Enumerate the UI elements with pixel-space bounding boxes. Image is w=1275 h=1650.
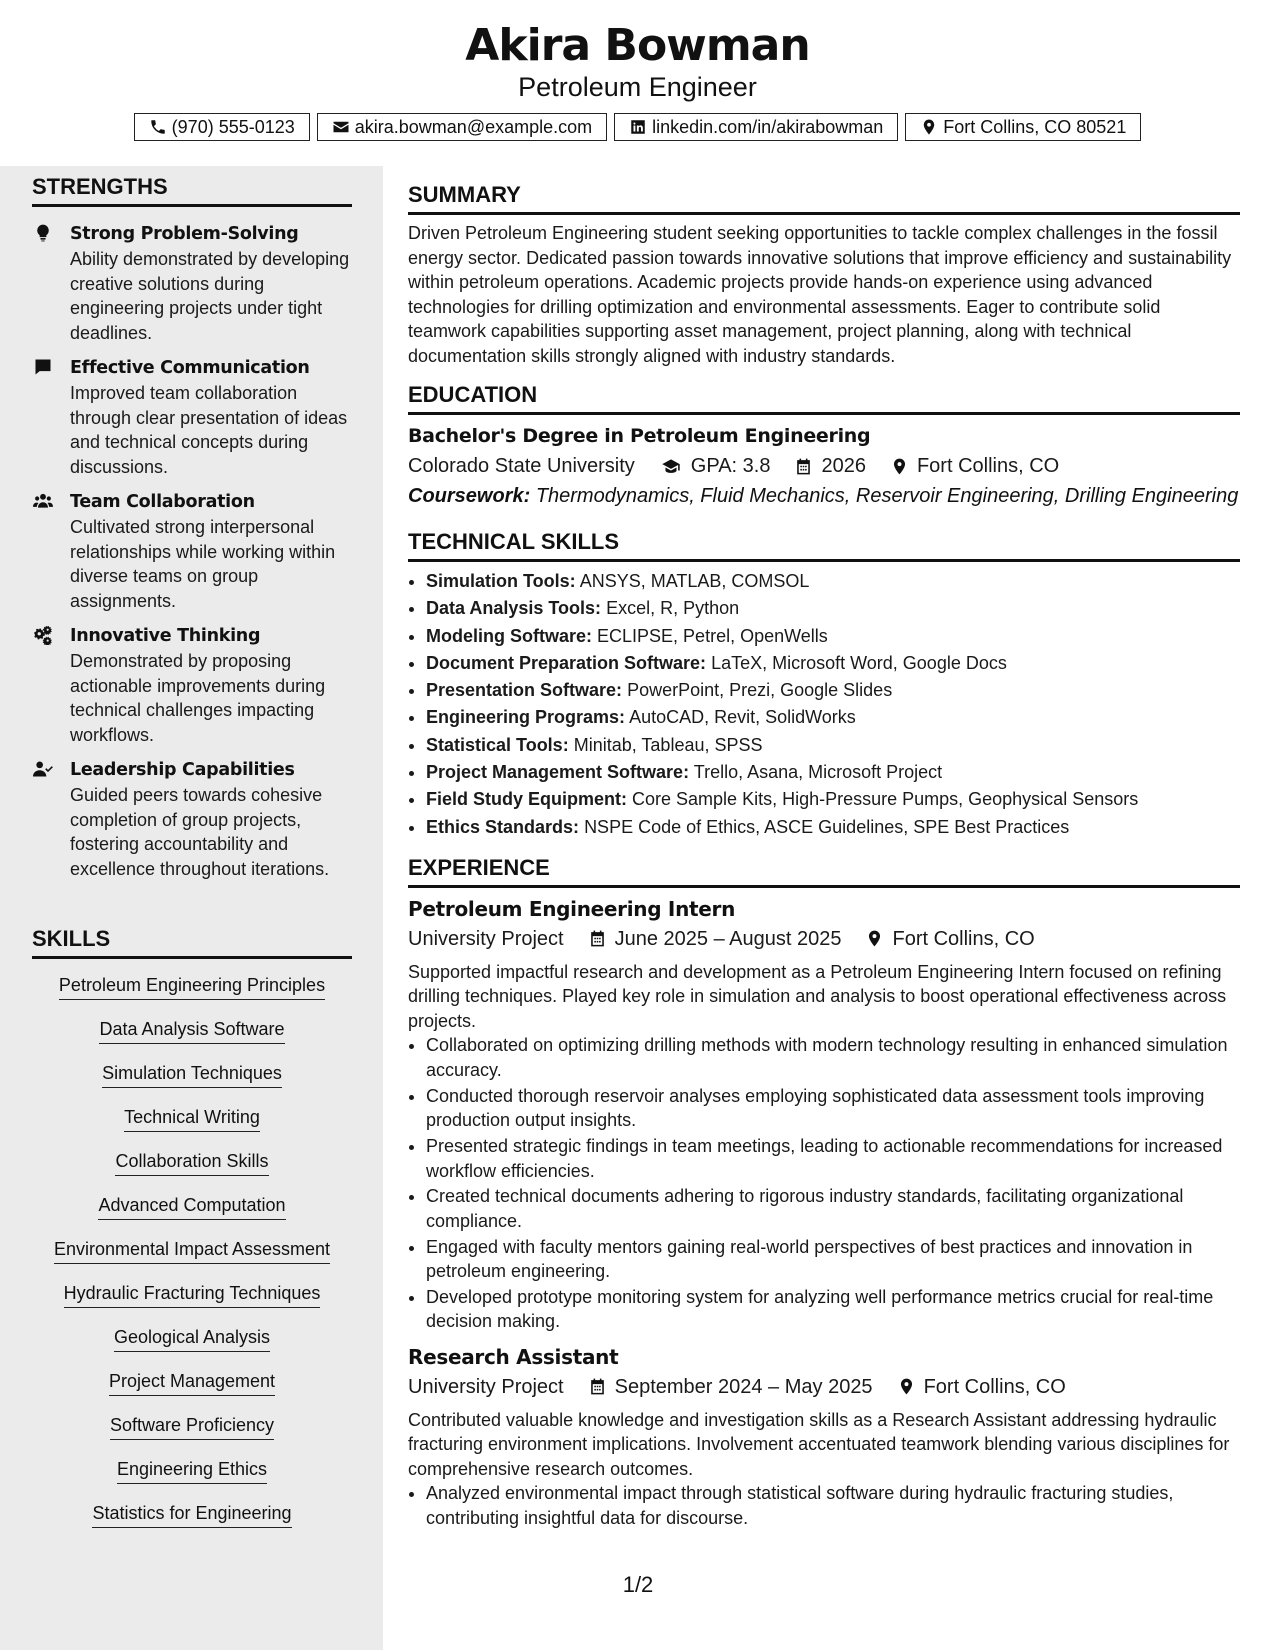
skills-heading: SKILLS xyxy=(32,926,352,959)
skill-category: Field Study Equipment: xyxy=(426,789,627,810)
list-item xyxy=(426,786,1240,813)
graduation-year: 2026 xyxy=(821,455,866,477)
skill-category: Presentation Software: xyxy=(426,680,623,701)
strength-item xyxy=(32,221,352,345)
job-meta xyxy=(408,924,1240,954)
main-content xyxy=(408,166,1240,1532)
strength-title: Innovative Thinking xyxy=(70,626,261,646)
contact-bar xyxy=(0,113,1275,141)
gpa-text: GPA: 3.8 xyxy=(690,455,771,477)
linkedin-icon xyxy=(629,118,647,136)
calendar-icon xyxy=(588,1377,607,1396)
job-dates: June 2025 – August 2025 xyxy=(614,927,842,950)
skills-list xyxy=(32,969,352,1541)
list-item xyxy=(426,595,1240,622)
summary-text: Driven Petroleum Engineering student seeking opportunities to tackle complex challenges in the fossil energy sector. Dedicated passion towards innovative solutions that improve efficiency and sustainability within petroleum operations. Academic projects provide hands-on experience using advanced technologies for drilling optimization and environmental assessments. Eager to contribute solid teamwork capabilities supporting asset management, project planning, along with technical documentation skills strongly aligned with industry standards. xyxy=(408,223,1232,366)
skill-category: Modeling Software: xyxy=(426,625,592,646)
education-location: Fort Collins, CO xyxy=(916,455,1060,477)
skill-values: Core Sample Kits, High-Pressure Pumps, Geophysical Sensors xyxy=(632,789,1139,810)
experience-heading: EXPERIENCE xyxy=(408,855,1240,888)
phone-icon xyxy=(149,118,167,136)
skill-values: Excel, R, Python xyxy=(606,598,740,619)
list-item: • Analyzed environmental impact through statistical software during hydraulic fracturing studies, contributing insightful data for discourse. xyxy=(426,1481,1240,1530)
lightbulb-icon xyxy=(32,223,58,245)
coursework-label: Coursework: xyxy=(408,485,531,507)
map-pin-icon xyxy=(865,929,884,948)
skill-values: Trello, Asana, Microsoft Project xyxy=(693,762,943,783)
technical-skills-section xyxy=(408,529,1240,841)
skill-category: Ethics Standards: xyxy=(426,816,580,837)
skill-values: PowerPoint, Prezi, Google Slides xyxy=(627,680,893,701)
strength-desc: Improved team collaboration through clear presentation of ideas and technical concepts during discussions. xyxy=(70,383,348,477)
skill-tag: Project Management xyxy=(109,1365,275,1396)
strength-item xyxy=(32,355,352,479)
gears-icon xyxy=(32,625,58,647)
graduation-cap-icon xyxy=(659,457,683,476)
contact-linkedin[interactable] xyxy=(614,113,898,141)
list-item xyxy=(426,732,1240,759)
location-text: Fort Collins, CO 80521 xyxy=(943,116,1127,137)
strength-item xyxy=(32,489,352,613)
comment-icon xyxy=(32,357,58,379)
technical-skills-list xyxy=(408,568,1240,841)
contact-email[interactable] xyxy=(317,113,607,141)
strength-desc: Ability demonstrated by developing creative solutions during engineering projects under tight deadlines. xyxy=(70,249,350,343)
skill-tag: Software Proficiency xyxy=(110,1409,274,1440)
user-check-icon xyxy=(32,759,58,781)
list-item: • Collaborated on optimizing drilling methods with modern technology resulting in enhanced simulation accuracy. xyxy=(426,1033,1240,1082)
skill-values: NSPE Code of Ethics, ASCE Guidelines, SPE Best Practices xyxy=(584,816,1070,837)
strength-desc: Cultivated strong interpersonal relationships while working within diverse teams on group assignments. xyxy=(70,517,336,611)
skill-tag: Environmental Impact Assessment xyxy=(54,1233,330,1264)
phone-text: (970) 555-0123 xyxy=(171,116,295,137)
coursework-text: Thermodynamics, Fluid Mechanics, Reservoir Engineering, Drilling Engineering xyxy=(535,485,1239,507)
strength-title: Leadership Capabilities xyxy=(70,760,295,780)
skill-tag: Data Analysis Software xyxy=(99,1013,284,1044)
skill-category: Document Preparation Software: xyxy=(426,652,707,673)
candidate-title: Petroleum Engineer xyxy=(518,72,757,102)
skill-category: Engineering Programs: xyxy=(426,707,626,728)
job-title: Petroleum Engineering Intern xyxy=(408,896,736,921)
job-org: University Project xyxy=(408,1375,564,1398)
job-meta xyxy=(408,1372,1240,1402)
map-pin-icon xyxy=(920,118,938,136)
list-item: • Developed prototype monitoring system for analyzing well performance metrics crucial for real-time decision making. xyxy=(426,1285,1240,1334)
degree-title: Bachelor's Degree in Petroleum Engineering xyxy=(408,425,871,447)
map-pin-icon xyxy=(897,1377,916,1396)
list-item: • Presented strategic findings in team meetings, leading to actionable recommendations for increased workflow efficiencies. xyxy=(426,1134,1240,1183)
coursework-line xyxy=(408,481,1240,511)
strengths-heading: STRENGTHS xyxy=(32,174,352,207)
skill-tag: Petroleum Engineering Principles xyxy=(59,969,325,1000)
strengths-section xyxy=(32,174,352,881)
skill-category: Project Management Software: xyxy=(426,762,690,783)
list-item xyxy=(426,677,1240,704)
job-entry xyxy=(408,1342,1240,1531)
skill-tag: Technical Writing xyxy=(124,1101,260,1132)
envelope-icon xyxy=(332,118,350,136)
summary-section xyxy=(408,182,1240,368)
job-entry xyxy=(408,894,1240,1334)
job-location: Fort Collins, CO xyxy=(923,1375,1066,1398)
skill-values: LaTeX, Microsoft Word, Google Docs xyxy=(711,652,1007,673)
calendar-icon xyxy=(588,929,607,948)
job-bullets xyxy=(408,1033,1240,1333)
job-dates: September 2024 – May 2025 xyxy=(614,1375,873,1398)
list-item: • Engaged with faculty mentors gaining real-world perspectives of best practices and innovation in petroleum engineering. xyxy=(426,1235,1240,1284)
page-number: 1/2 xyxy=(622,1572,654,1597)
skill-values: AutoCAD, Revit, SolidWorks xyxy=(629,707,856,728)
skill-tag: Engineering Ethics xyxy=(117,1453,267,1484)
strength-title: Team Collaboration xyxy=(70,492,255,512)
skill-tag: Simulation Techniques xyxy=(102,1057,282,1088)
skill-tag: Hydraulic Fracturing Techniques xyxy=(64,1277,321,1308)
skill-tag: Statistics for Engineering xyxy=(92,1497,291,1528)
technical-skills-heading: TECHNICAL SKILLS xyxy=(408,529,1240,562)
skill-tag: Geological Analysis xyxy=(114,1321,270,1352)
list-item xyxy=(426,650,1240,677)
sidebar xyxy=(0,166,383,1650)
list-item xyxy=(426,568,1240,595)
job-bullets xyxy=(408,1481,1240,1530)
list-item: • Created technical documents adhering to rigorous industry standards, facilitating organizational compliance. xyxy=(426,1184,1240,1233)
list-item xyxy=(426,704,1240,731)
skill-category: Data Analysis Tools: xyxy=(426,598,602,619)
summary-heading: SUMMARY xyxy=(408,182,1240,215)
education-section xyxy=(408,382,1240,511)
school-name: Colorado State University xyxy=(408,455,635,477)
strength-title: Effective Communication xyxy=(70,358,310,378)
skill-values: ECLIPSE, Petrel, OpenWells xyxy=(597,625,828,646)
experience-section xyxy=(408,855,1240,1530)
education-meta xyxy=(408,451,1240,481)
job-location: Fort Collins, CO xyxy=(892,927,1035,950)
list-item xyxy=(426,814,1240,841)
skills-section xyxy=(32,926,352,1541)
job-title: Research Assistant xyxy=(408,1344,619,1369)
list-item xyxy=(426,759,1240,786)
linkedin-text: linkedin.com/in/akirabowman xyxy=(652,116,884,137)
contact-phone[interactable] xyxy=(134,113,310,141)
list-item xyxy=(426,623,1240,650)
candidate-name: Akira Bowman xyxy=(465,20,810,71)
skill-category: Statistical Tools: xyxy=(426,734,569,755)
skill-values: Minitab, Tableau, SPSS xyxy=(573,734,763,755)
resume-header xyxy=(0,0,1275,166)
job-description: Supported impactful research and development as a Petroleum Engineering Intern focused on refining drilling techniques. Played key role in simulation and analysis to boost operational effectiveness across projects. xyxy=(408,961,1227,1031)
strength-item xyxy=(32,623,352,747)
skill-values: ANSYS, MATLAB, COMSOL xyxy=(579,571,810,591)
strength-title: Strong Problem-Solving xyxy=(70,224,299,244)
job-description: Contributed valuable knowledge and investigation skills as a Research Assistant addressing hydraulic fracturing environment implications. Involvement accentuated teamwork blending various disciplines for comprehensive research outcomes. xyxy=(408,1409,1230,1479)
skill-category: Simulation Tools: xyxy=(426,571,576,591)
skill-tag: Collaboration Skills xyxy=(115,1145,268,1176)
calendar-icon xyxy=(794,457,813,476)
education-heading: EDUCATION xyxy=(408,382,1240,415)
users-icon xyxy=(32,491,58,513)
strength-desc: Guided peers towards cohesive completion of group projects, fostering accountability and excellence throughout iterations. xyxy=(70,785,330,879)
strength-desc: Demonstrated by proposing actionable improvements during technical challenges impacting workflows. xyxy=(70,651,326,745)
strength-item xyxy=(32,757,352,881)
job-org: University Project xyxy=(408,927,564,950)
skill-tag: Advanced Computation xyxy=(98,1189,285,1220)
contact-location[interactable] xyxy=(905,113,1141,141)
email-text: akira.bowman@example.com xyxy=(354,116,593,137)
map-pin-icon xyxy=(890,457,909,476)
list-item: • Conducted thorough reservoir analyses employing sophisticated data assessment tools improving production output insights. xyxy=(426,1084,1240,1133)
